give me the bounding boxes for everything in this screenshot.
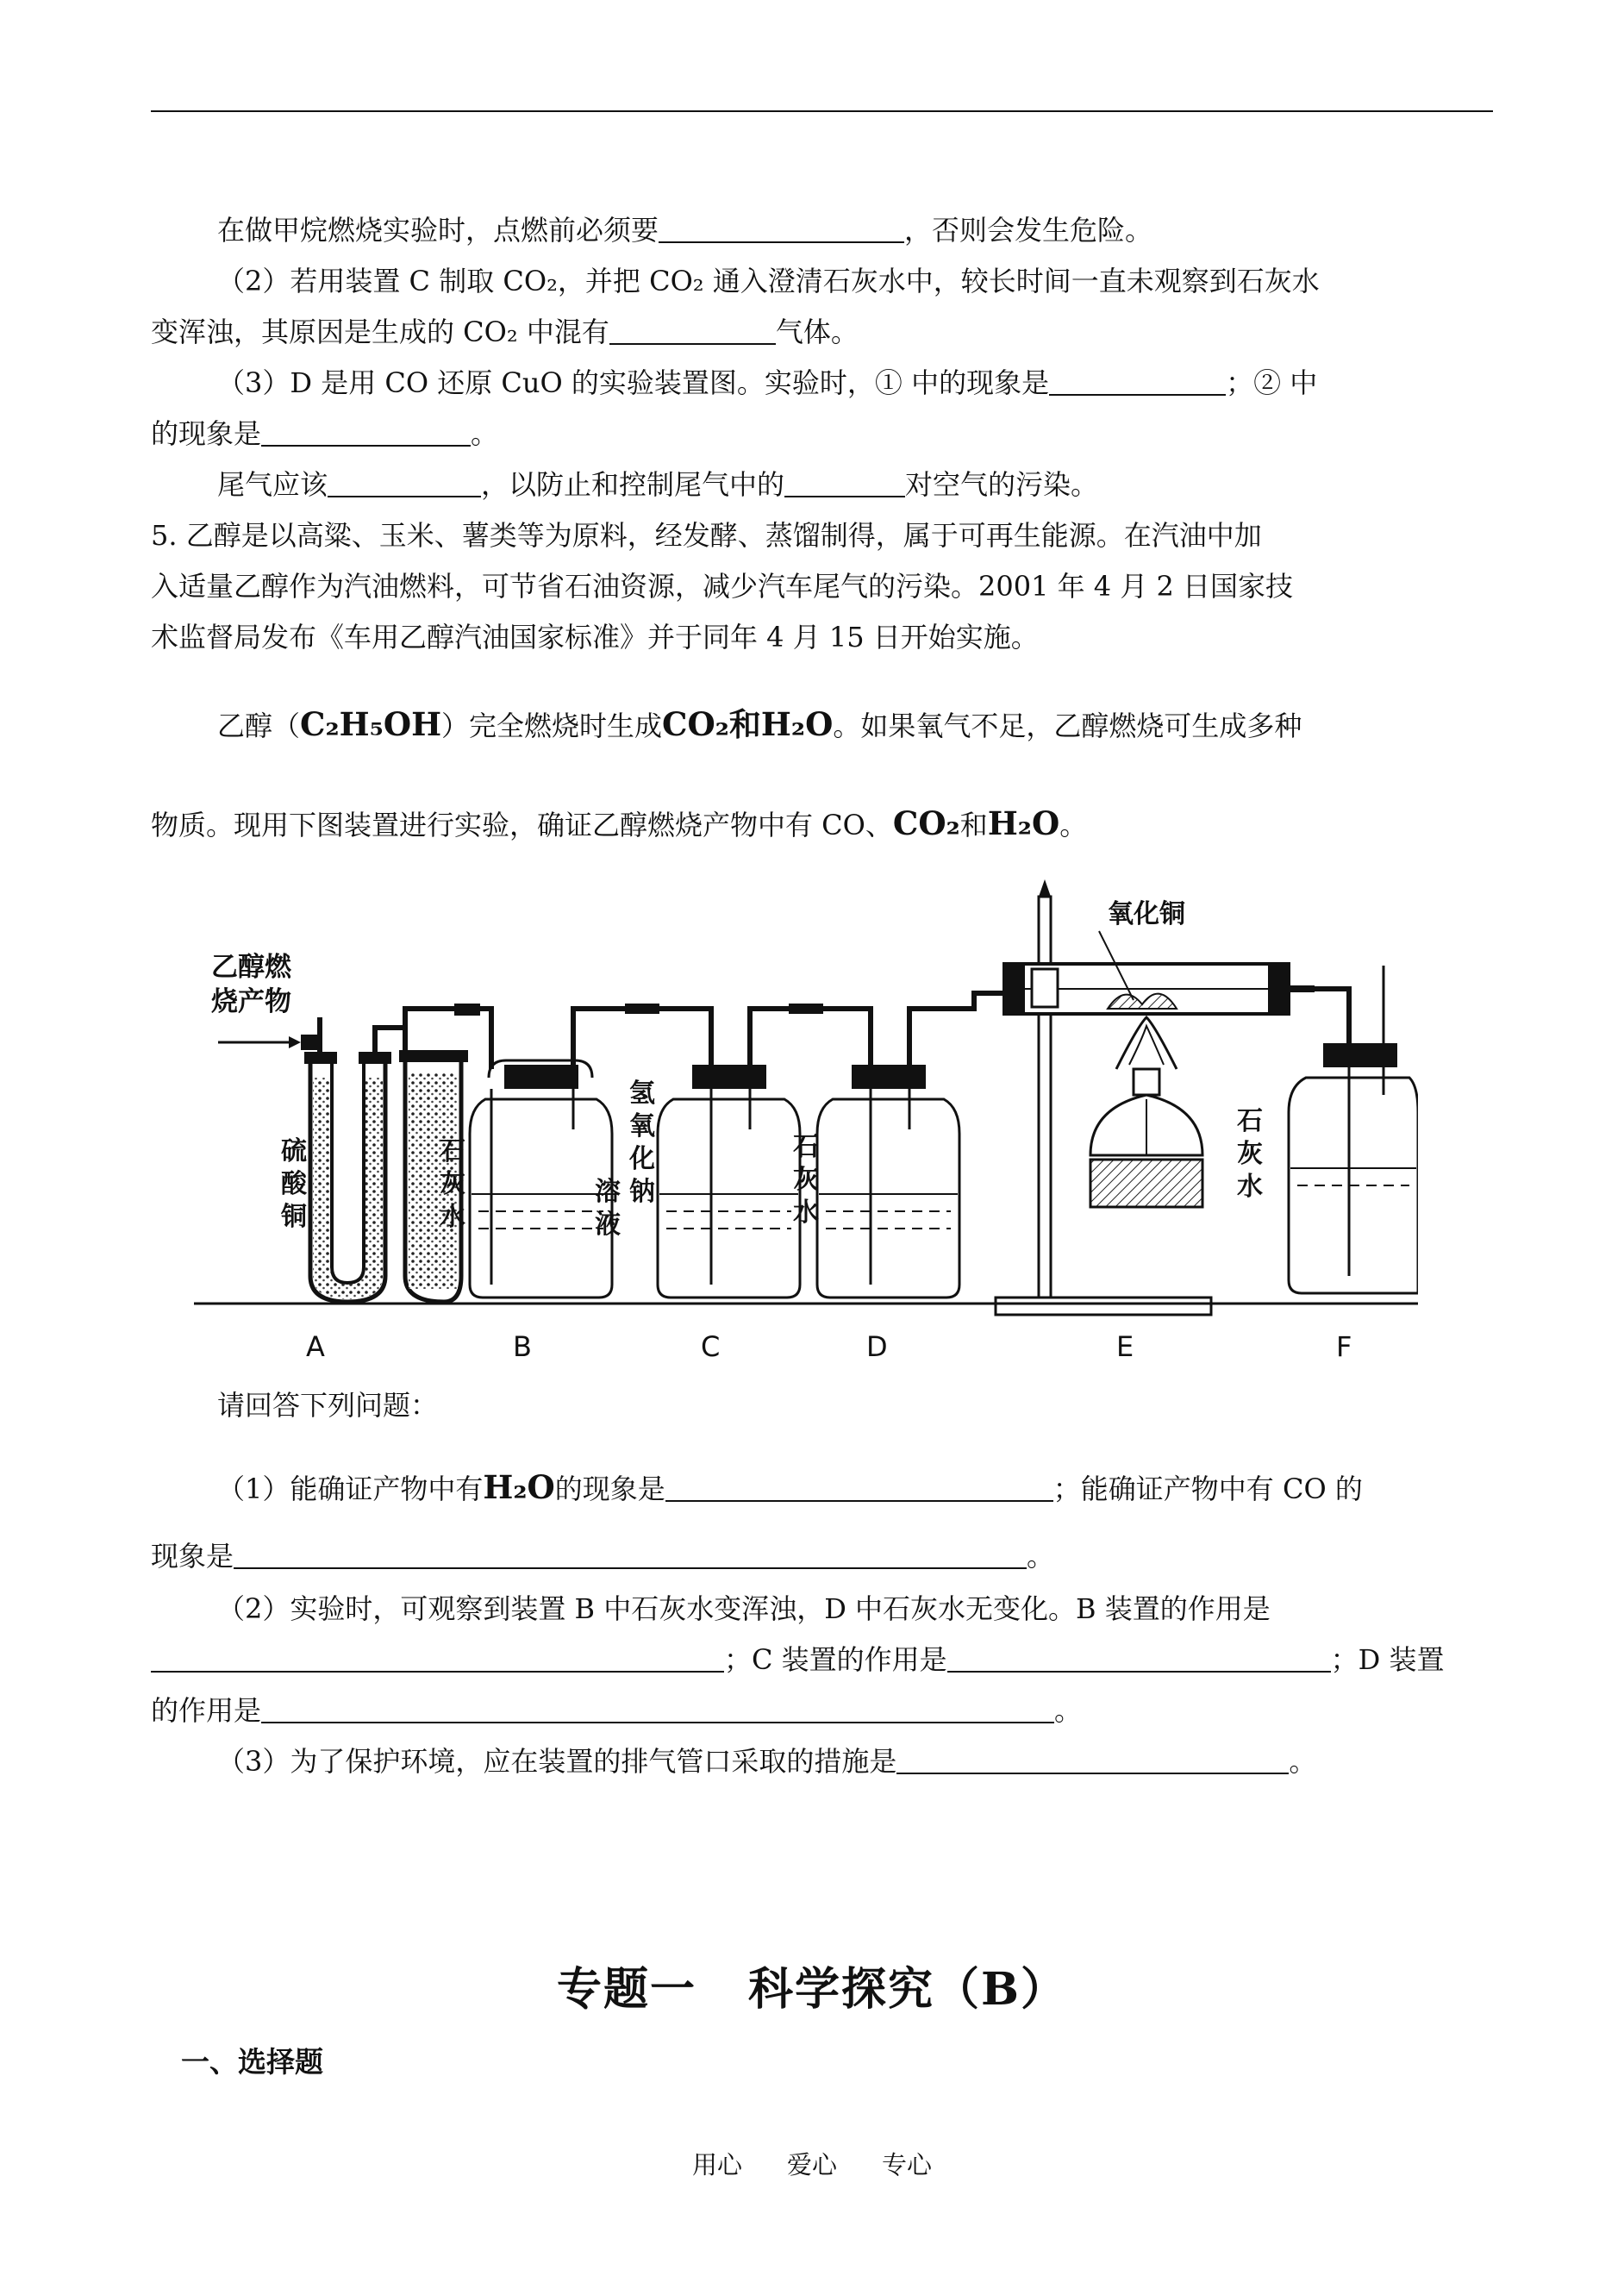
subsection-heading: 一、选择题: [181, 2045, 323, 2079]
text: 。如果氧气不足，乙醇燃烧可生成多种: [833, 710, 1302, 742]
label-limewater-d-2: 灰: [793, 1165, 819, 1195]
bottle-b: [470, 1060, 612, 1298]
letter-b: B: [513, 1330, 532, 1362]
text: ）完全燃烧时生成: [441, 710, 663, 742]
formula-h2o: H₂O: [987, 804, 1060, 842]
text: 在做甲烷燃烧实验时，点燃前必须要: [217, 214, 659, 247]
label-solution-1: 溶: [595, 1177, 621, 1207]
connector-de: [909, 993, 1004, 1065]
text: 。: [471, 417, 499, 450]
bottle-d: [817, 1065, 959, 1298]
formula-h2o: H₂O: [483, 1468, 555, 1506]
footer-item: 用心: [691, 2150, 742, 2179]
text: 现象是: [151, 1540, 234, 1573]
text: 物质。现用下图装置进行实验，确证乙醇燃烧产物中有 CO、: [151, 809, 893, 841]
text: ；能确证产物中有 CO 的: [1052, 1473, 1363, 1505]
answer-blank[interactable]: [896, 1747, 1289, 1774]
u-tube-a: [304, 1017, 405, 1302]
answer-blank[interactable]: [947, 1645, 1331, 1673]
answer-blank[interactable]: [609, 317, 776, 345]
label-cuso4-2: 酸: [281, 1169, 307, 1199]
inlet-label-1: 乙醇燃: [211, 952, 291, 983]
text: 的现象是: [151, 417, 262, 450]
text: 。: [1289, 1745, 1317, 1778]
bottle-f: [1289, 966, 1418, 1293]
q4-line-2: （2）若用装置 C 制取 CO₂，并把 CO₂ 通入澄清石灰水中，较长时间一直未观察到石灰水: [217, 265, 1320, 297]
answer-2-line: （2）实验时，可观察到装置 B 中石灰水变浑浊，D 中石灰水无变化。B 装置的作用是: [217, 1592, 1271, 1625]
text: ，以防止和控制尾气中的: [481, 468, 785, 501]
q4-line-1: [217, 213, 1152, 247]
text: 变浑浊，其原因是生成的 CO₂ 中混有: [151, 316, 609, 348]
text: 乙醇（: [217, 710, 301, 742]
text: 和: [959, 809, 988, 841]
answer-blank[interactable]: [261, 419, 471, 447]
inlet-arrow-head: [289, 1036, 301, 1048]
text: 。: [1059, 809, 1088, 841]
label-cuso4-3: 铜: [281, 1202, 307, 1232]
letter-d: D: [866, 1330, 888, 1362]
answer-2c-line: [151, 1693, 1082, 1728]
connector-cd: [750, 1009, 871, 1065]
letter-c: C: [701, 1330, 721, 1362]
answer-1b-line: [151, 1539, 1054, 1573]
label-cuo: 氧化铜: [1108, 899, 1185, 929]
label-naoh-4: 钠: [629, 1177, 655, 1207]
label-limewater-f-1: 石: [1237, 1106, 1263, 1136]
text: 气体。: [775, 316, 859, 348]
label-limewater-a-3: 水: [440, 1202, 465, 1232]
text: （1）能确证产物中有: [217, 1473, 484, 1505]
footer-item: 爱心: [786, 2150, 837, 2179]
footer-item: 专心: [882, 2150, 933, 2179]
stand-e: [996, 879, 1315, 1315]
q5-line-1: 5. 乙醇是以高粱、玉米、薯类等为原料，经发酵、蒸馏制得，属于可再生能源。在汽油中加: [151, 519, 1262, 552]
label-limewater-d-3: 水: [793, 1198, 819, 1228]
answer-3-line: [217, 1744, 1316, 1779]
formula-ethanol: C₂H₅OH: [300, 705, 442, 743]
text: 。: [1054, 1694, 1083, 1727]
label-limewater-f-2: 灰: [1237, 1139, 1263, 1169]
inlet-label-2: 烧产物: [211, 986, 291, 1017]
answer-blank[interactable]: [151, 1645, 724, 1673]
q4-line-3: [151, 315, 859, 349]
label-limewater-a-1: 石: [440, 1136, 465, 1166]
answer-blank[interactable]: [659, 216, 904, 243]
answer-blank[interactable]: [261, 1696, 1054, 1723]
answer-blank[interactable]: [234, 1541, 1027, 1569]
apparatus-figure: [194, 879, 1418, 1362]
bottle-c: [658, 1065, 800, 1298]
answer-blank[interactable]: [665, 1474, 1053, 1502]
text: 的现象是: [554, 1473, 665, 1505]
connector-bc: [573, 1009, 711, 1065]
text: 。: [1027, 1540, 1055, 1573]
inlet-tube: [301, 1035, 320, 1050]
answer-blank[interactable]: [784, 470, 905, 497]
q4-line-4: [217, 366, 1317, 400]
formula-co2: CO₂: [892, 804, 960, 842]
answer-blank[interactable]: [328, 470, 481, 497]
label-limewater-f-3: 水: [1237, 1172, 1263, 1202]
q5-line-4: [217, 707, 1302, 743]
q5-line-2: 入适量乙醇作为汽油燃料，可节省石油资源，减少汽车尾气的污染。2001 年 4 月 2 日国家技: [151, 570, 1294, 603]
label-limewater-d-1: 石: [793, 1132, 819, 1162]
connector-ef: [1315, 989, 1349, 1043]
letter-a: A: [306, 1330, 325, 1362]
letter-e: E: [1116, 1330, 1134, 1362]
label-cuso4-1: 硫: [281, 1136, 307, 1166]
answer-2b-line: [151, 1642, 1445, 1677]
text: ；D 装置: [1330, 1643, 1445, 1676]
q4-line-5: [151, 416, 498, 451]
label-limewater-a-2: 灰: [440, 1169, 465, 1199]
q5-line-5: [151, 806, 1087, 842]
label-naoh-2: 氧: [629, 1111, 655, 1141]
title-right: 科学探究（B）: [748, 1963, 1067, 2016]
section-title: [0, 1953, 1624, 2017]
q4-line-6: [217, 467, 1098, 502]
label-naoh-3: 化: [629, 1144, 655, 1174]
text: ；② 中: [1226, 366, 1318, 399]
header-rule: [151, 110, 1493, 112]
text: 尾气应该: [217, 468, 328, 501]
text: ，否则会发生危险。: [904, 214, 1153, 247]
text: （3）D 是用 CO 还原 CuO 的实验装置图。实验时，① 中的现象是: [217, 366, 1050, 399]
title-left: 专题一: [557, 1963, 697, 2016]
label-solution-2: 液: [595, 1210, 621, 1240]
text: 的作用是: [151, 1694, 262, 1727]
ask-line: 请回答下列问题：: [217, 1389, 439, 1422]
text: （3）为了保护环境，应在装置的排气管口采取的措施是: [217, 1745, 897, 1778]
text: ；C 装置的作用是: [724, 1643, 947, 1676]
answer-blank[interactable]: [1049, 368, 1226, 396]
answer-1-line: [217, 1470, 1363, 1506]
letter-f: F: [1336, 1330, 1352, 1362]
q5-line-3: 术监督局发布《车用乙醇汽油国家标准》并于同年 4 月 15 日开始实施。: [151, 621, 1039, 653]
formula-co2-h2o: CO₂和H₂O: [662, 705, 834, 743]
footer: [0, 2146, 1624, 2181]
text: 对空气的污染。: [905, 468, 1099, 501]
label-naoh-1: 氢: [629, 1079, 655, 1109]
